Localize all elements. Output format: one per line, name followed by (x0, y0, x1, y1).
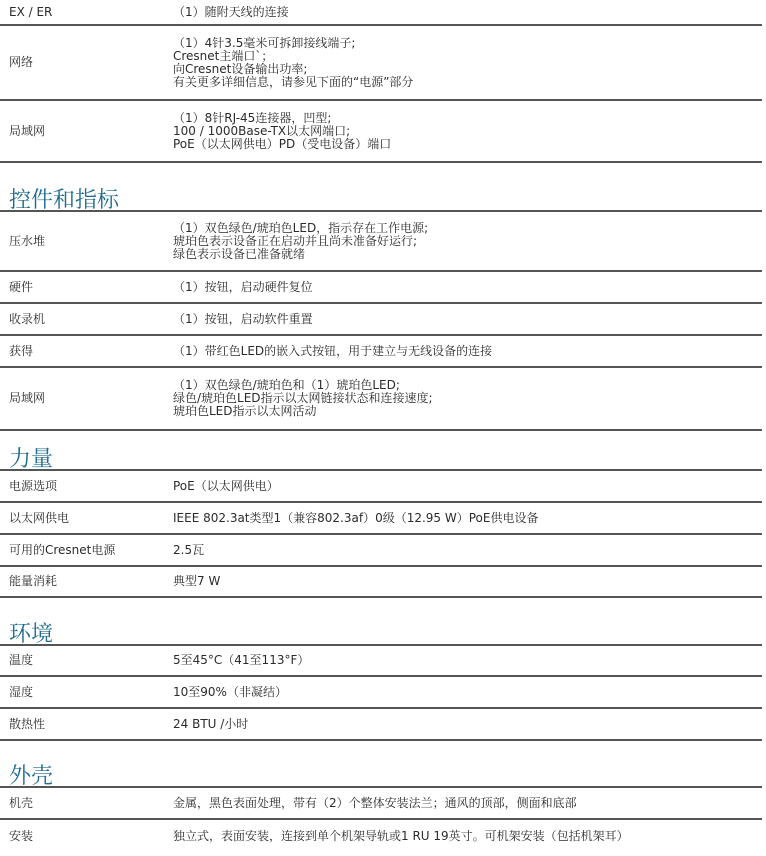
spec-row-ex-er (0, 0, 762, 26)
spec-value-line: Cresnet主端口`； (173, 48, 274, 63)
spec-row-heat (0, 709, 762, 741)
spec-value-line: （1）8针RJ-45连接器，凹型; (173, 110, 332, 125)
spec-label: 收录机 (9, 311, 46, 326)
spec-value (164, 0, 762, 24)
spec-label: 局域网 (9, 391, 46, 405)
spec-value (164, 26, 762, 99)
spec-row-power-options (0, 471, 762, 503)
spec-value (164, 677, 762, 707)
spec-value-line: 典型7 W (173, 574, 221, 588)
spec-value-line: 有关更多详细信息，请参见下面的“电源”部分 (173, 74, 414, 89)
spec-value (164, 820, 762, 852)
spec-label: 能量消耗 (9, 574, 58, 588)
spec-value-line: 绿色/琥珀色LED指示以太网链接状态和连接速度; (173, 391, 433, 405)
spec-label: 电源选项 (9, 478, 58, 493)
spec-value-line: 向Cresnet设备输出功率; (173, 61, 308, 76)
spec-label: 散热性 (9, 716, 46, 731)
spec-value (164, 535, 762, 565)
spec-value (164, 567, 762, 596)
spec-value-line: 绿色表示设备已准备就绪 (173, 246, 306, 261)
spec-label: 湿度 (9, 684, 34, 699)
spec-value (164, 471, 762, 501)
spec-label: 安装 (9, 828, 34, 843)
spec-row-mounting (0, 820, 762, 852)
spec-row-humidity (0, 677, 762, 709)
spec-label: 以太网供电 (9, 510, 70, 525)
spec-row-lan-led (0, 368, 762, 431)
spec-value (164, 212, 762, 270)
spec-row-temperature (0, 646, 762, 677)
spec-value-line: （1）按钮，启动软件重置 (173, 311, 313, 326)
spec-value-line: （1）带红色LED的嵌入式按钮，用于建立与无线设备的连接 (173, 343, 493, 358)
spec-value (164, 101, 762, 161)
spec-value-line: 10至90%（非凝结） (173, 684, 287, 699)
spec-label: 获得 (9, 343, 34, 358)
spec-value (164, 503, 762, 533)
spec-value-line: 2.5瓦 (173, 542, 205, 557)
spec-row-poe (0, 503, 762, 535)
spec-value (164, 709, 762, 739)
spec-value-line: （1）双色绿色/琥珀色LED，指示存在工作电源; (173, 220, 429, 235)
spec-value-line: 5至45°C（41至113°F） (173, 653, 310, 667)
section-title-environment: 环境 (0, 598, 762, 646)
spec-row-network (0, 26, 762, 101)
spec-value-line: 独立式，表面安装，连接到单个机架导轨或1 RU 19英寸。可机架安装（包括机架耳） (173, 828, 629, 843)
spec-label: 机壳 (9, 795, 34, 810)
spec-label: 局域网 (9, 123, 46, 138)
spec-value (164, 368, 762, 429)
spec-value (164, 788, 762, 818)
spec-label: 可用的Cresnet电源 (9, 542, 116, 557)
spec-row-hardware (0, 272, 762, 304)
spec-row-enclosure (0, 788, 762, 820)
section-title-power: 力量 (0, 431, 762, 471)
spec-label: 压水堆 (9, 233, 46, 248)
spec-label: EX / ER (9, 4, 53, 19)
spec-value (164, 272, 762, 302)
spec-row-cresnet-power (0, 535, 762, 567)
spec-label: 温度 (9, 653, 34, 667)
spec-value-line: 100 / 1000Base-TX以太网端口; (173, 123, 351, 138)
spec-row-acquire (0, 336, 762, 368)
section-title-housing: 外壳 (0, 741, 762, 788)
spec-value-line: PoE（以太网供电） (173, 478, 279, 493)
spec-label: 网络 (9, 55, 34, 69)
spec-row-lan (0, 101, 762, 163)
spec-value-line: 琥珀色表示设备正在启动并且尚未准备好运行; (173, 233, 418, 248)
spec-value-line: （1）双色绿色/琥珀色和（1）琥珀色LED; (173, 378, 400, 392)
spec-value-line: 金属，黑色表面处理，带有（2）个整体安装法兰；通风的顶部，侧面和底部 (173, 795, 577, 810)
spec-label: 硬件 (9, 279, 34, 294)
spec-value-line: 琥珀色LED指示以太网活动 (173, 404, 317, 418)
spec-row-consumption (0, 567, 762, 598)
section-title-controls: 控件和指标 (0, 163, 762, 212)
spec-value (164, 646, 762, 675)
spec-value-line: （1）4针3.5毫米可拆卸接线端子; (173, 35, 356, 50)
spec-row-pwr (0, 212, 762, 272)
spec-row-setup (0, 304, 762, 336)
spec-value-line: PoE（以太网供电）PD（受电设备）端口 (173, 136, 392, 151)
spec-value-line: IEEE 802.3at类型1（兼容802.3af）0级（12.95 W）PoE供电设备 (173, 510, 539, 525)
spec-value-line: 24 BTU /小时 (173, 716, 249, 731)
spec-value (164, 304, 762, 334)
spec-value-line: （1）按钮，启动硬件复位 (173, 279, 313, 294)
spec-value-line: （1）随附天线的连接 (173, 4, 289, 19)
spec-value (164, 336, 762, 366)
